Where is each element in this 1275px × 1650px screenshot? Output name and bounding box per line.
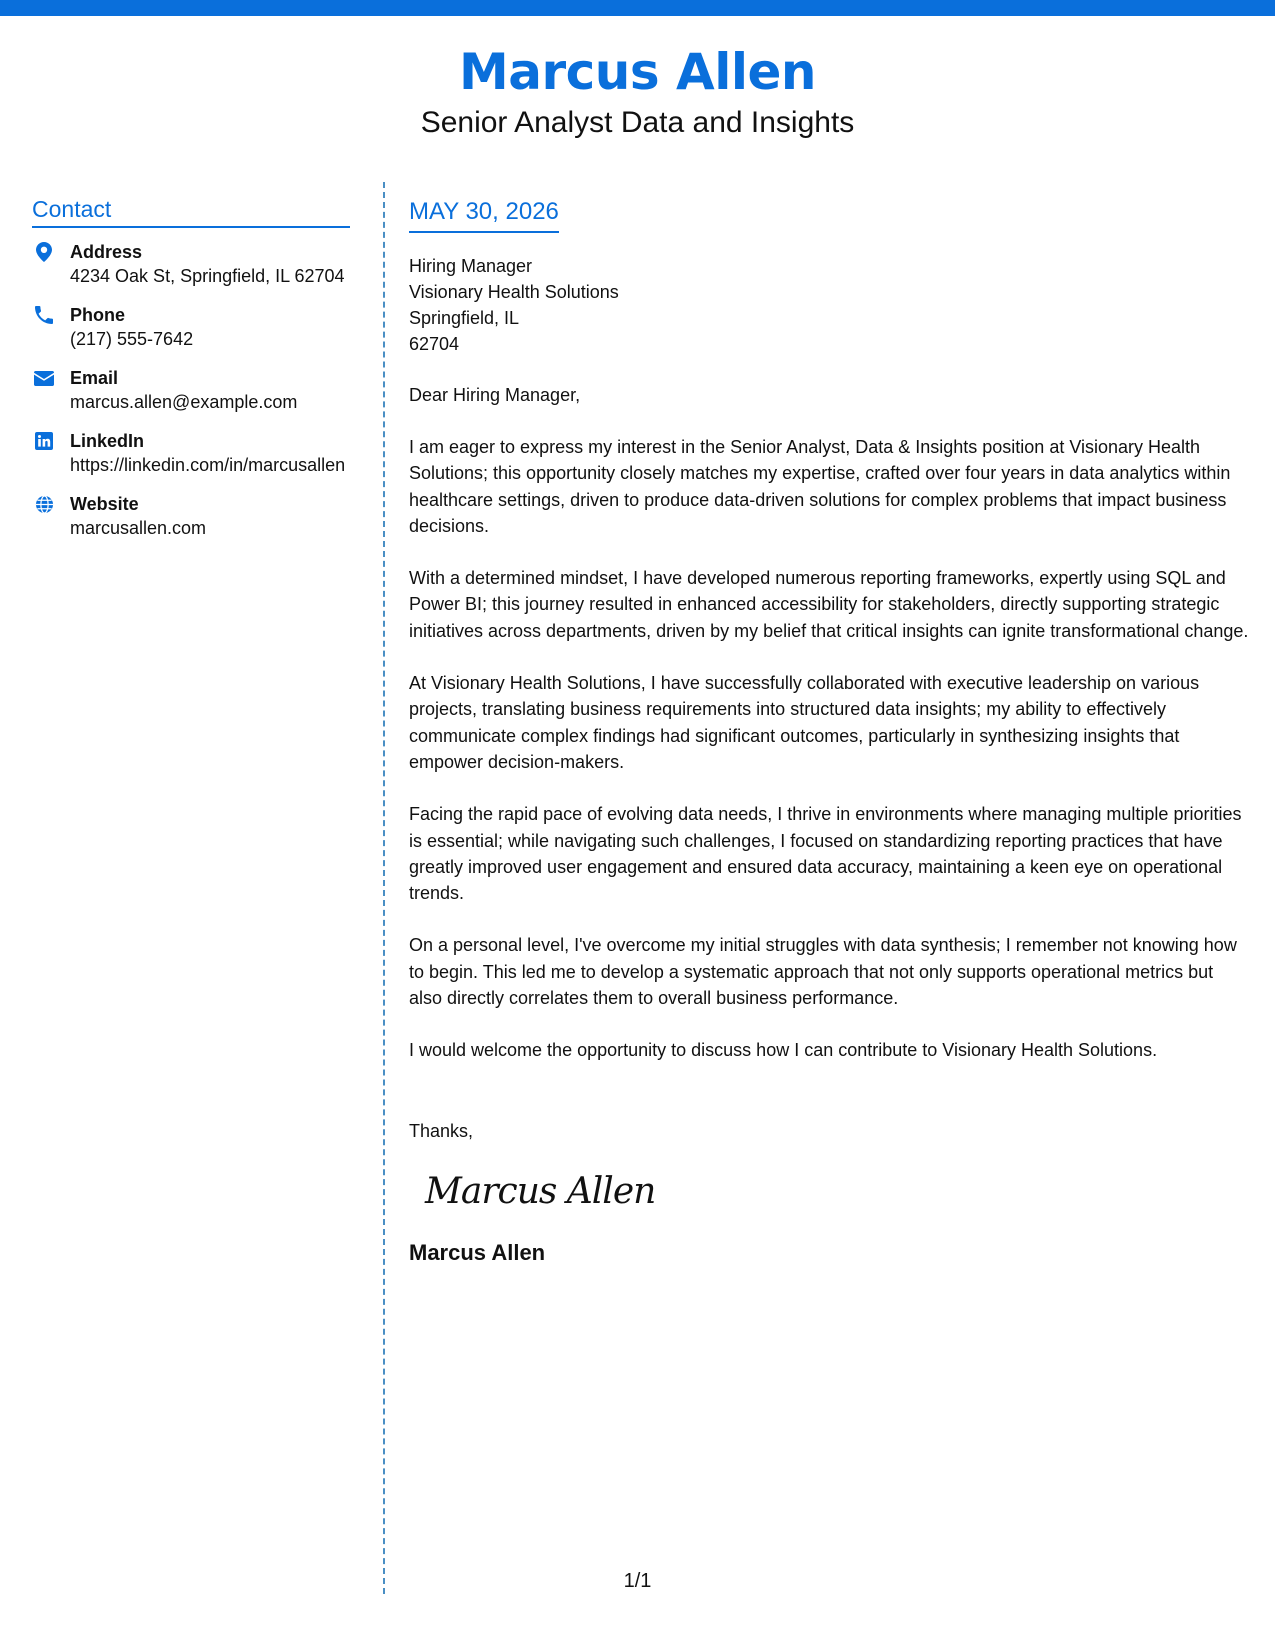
letter-paragraph: At Visionary Health Solutions, I have successfully collaborated with executive leadership on various projects, translating business requirements into structured data insights; my ability to effectively communicate complex findings had significant outcomes, particularly in synthesizing insights that empower decision-makers. [409,673,1200,772]
contact-item-linkedin [32,429,350,477]
contact-label-linkedin: LinkedIn [70,431,145,451]
recipient-block [409,253,1249,357]
top-accent-bar [0,0,1275,16]
letter-paragraph: I would welcome the opportunity to discuss how I can contribute to Visionary Health Solutions. [409,1040,1158,1061]
closing: Thanks, [409,1120,474,1141]
contact-section-title: Contact [32,194,350,228]
linkedin-icon [34,430,54,452]
contact-value-address: 4234 Oak St, Springfield, IL 62704 [70,266,345,286]
location-pin-icon [34,241,54,263]
globe-icon [34,493,54,515]
candidate-name: Marcus Allen [458,43,817,101]
salutation: Dear Hiring Manager, [409,385,581,405]
candidate-title: Senior Analyst Data and Insights [420,106,855,139]
recipient-line: Springfield, IL [409,308,520,328]
recipient-line: 62704 [409,334,460,354]
recipient-line: Hiring Manager [409,256,533,276]
page-header [0,40,1275,142]
page-number: 1/1 [623,1570,652,1592]
letter-paragraph: Facing the rapid pace of evolving data needs, I thrive in environments where managing multiple priorities is essential; while navigating such challenges, I focused on standardizing reporting practices that have greatly improved user engagement and ensured data accuracy, maintaining a keen eye on operational trends. [409,804,1242,904]
column-divider [383,182,385,1594]
contact-label-website: Website [70,494,139,514]
contact-item-website [32,492,350,540]
letter-paragraph: On a personal level, I've overcome my initial struggles with data synthesis; I remember not knowing how to begin. This led me to develop a systematic approach that not only supports operational metrics but also directly correlates them to overall business performance. [409,935,1237,1009]
contact-item-email [32,366,350,414]
contact-value-email: marcus.allen@example.com [70,392,298,412]
recipient-line: Visionary Health Solutions [409,282,619,302]
signer-name: Marcus Allen [409,1239,546,1265]
phone-icon [34,304,54,326]
contact-label-address: Address [70,242,143,262]
contact-label-phone: Phone [70,305,126,325]
letter-paragraph: I am eager to express my interest in the Senior Analyst, Data & Insights position at Visionary Health Solutions; this opportunity closely matches my expertise, crafted over four years in data analytics within healthcare settings, driven to produce data-driven solutions for complex problems that impact business decisions. [409,437,1231,536]
letter-paragraph: With a determined mindset, I have developed numerous reporting frameworks, expertly using SQL and Power BI; this journey resulted in enhanced accessibility for stakeholders, directly supporting strategic initiatives across departments, driven by my belief that critical insights can ignite transformational change. [409,568,1249,641]
envelope-icon [34,367,54,389]
contact-label-email: Email [70,368,119,388]
contact-item-address [32,240,350,288]
letter-body [409,196,1249,1268]
contact-value-phone: (217) 555-7642 [70,329,194,349]
contact-value-linkedin[interactable]: https://linkedin.com/in/marcusallen [70,455,346,475]
letter-date: MAY 30, 2026 [409,196,559,233]
contact-sidebar [32,194,350,555]
contact-item-phone [32,303,350,351]
contact-value-website[interactable]: marcusallen.com [70,518,207,538]
handwritten-signature: Marcus Allen [425,1170,656,1212]
contact-list [32,240,350,540]
